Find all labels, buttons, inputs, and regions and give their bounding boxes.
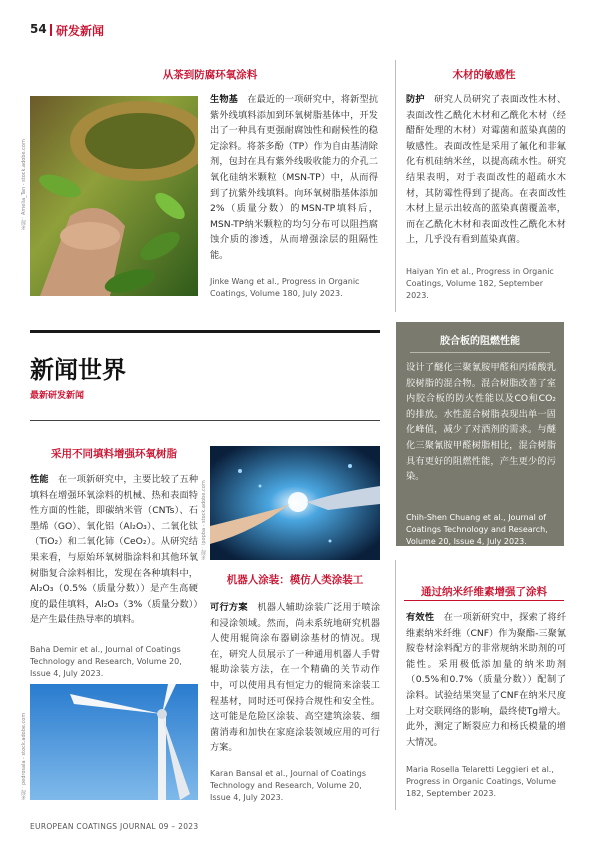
article-lead: 可行方案 — [210, 602, 248, 613]
article-title: 采用不同填料增强环氧树脂 — [51, 448, 177, 460]
article-reference: Haiyan Yin et al., Progress in Organic Coatings, Volume 182, September 2023. — [406, 267, 554, 300]
article-body — [406, 610, 566, 750]
robot-hand-photo — [210, 446, 380, 560]
article-text: 在一项新研究中，探索了将纤维素纳米纤维（CNF）作为聚酯-三聚氰胺卷材涂料配方的非常规纳米助剂的可能性。采用极低添加量的纳米助剂（0.5%和0.7%（质量分数））配制了涂料。试验结果突显了CNF在纳米尺度上对交联网络的影响，最终使Tg增大。此外，测定了断裂应力和杨氏模量的增大情况。 — [406, 612, 567, 748]
article-lead: 性能 — [30, 474, 49, 485]
header-divider — [50, 24, 52, 36]
article-title: 木材的敏感性 — [452, 69, 516, 81]
article-title: 胶合板的阻燃性能 — [440, 336, 520, 347]
page-number: 54 — [30, 22, 47, 36]
article-body — [406, 92, 566, 248]
article-body — [30, 472, 198, 628]
article-text: 机器人辅助涂装广泛用于喷涂和浸涂领域。然而，尚未系统地研究机器人使用辊筒涂布器刷涂基材的情况。现在，研究人员展示了一种通用机器人手臂辊助涂装方法，在一个精确的关节动作中，可以使用具有恒定力的辊筒来涂装工程基材，同时还可保持合规性和安全性。这可能是危险区涂装、高空建筑涂装、细菌消毒和加快在家庭涂装领域应用的可行方案。 — [210, 602, 381, 754]
photo-credit: 来源：pedrosala - stock.adobe.com — [21, 712, 27, 800]
article-text: 在一项新研究中，主要比较了五种填料在增强环氧涂料的机械、热和表面特性方面的性能，即碳纳米管（CNTs）、石墨烯（GO）、氧化铝（Al₂O₃）、二氧化钛（TiO₂）和二氧化铈（CeO₂）。从研究结果来看，与原始环氧树脂涂料和其他环氧树脂复合涂料相比，发现在各种填料中，Al₂O₃（0.5%（质量分数））是产生高硬度的最佳填料，Al₂O₃（3%（质量分数））是产生最佳热导率的填料。 — [30, 474, 199, 626]
section-header: 研发新闻 — [56, 24, 105, 38]
article-title: 机器人涂装：模仿人类涂装工 — [226, 574, 364, 586]
section-title: 新闻世界 — [30, 356, 126, 384]
column-divider — [395, 560, 396, 810]
article-text: 在最近的一项研究中，将新型抗紫外线填料添加到环氧树脂基体中，开发出了一种具有更强耐腐蚀性和耐候性的稳定涂料。将茶多酚（TP）作为自由基清除剂，包封在具有紫外线吸收能力的介孔二氧化硅纳米颗粒（MSN-TP）中，从而得到了抗紫外线填料。向环氧树脂基体添加2%（质量分数）的MSN-TP填料后，MSN-TP纳米颗粒的均匀分布可以阻挡腐蚀介质的渗透，从而增强涂层的阻隔性能。 — [210, 94, 379, 261]
article-reference: Jinke Wang et al., Progress in Organic Coatings, Volume 180, July 2023. — [210, 277, 360, 298]
article-lead: 有效性 — [406, 612, 435, 623]
article-reference: Chih-Shen Chuang et al., Journal of Coatings Technology and Research, Volume 20, Issue 4, July 2023. — [406, 513, 548, 546]
box-divider — [410, 352, 550, 353]
highlight-box — [396, 322, 564, 546]
title-underline — [404, 600, 564, 601]
article-title: 从茶到防腐环氧涂料 — [162, 69, 258, 81]
article-body: 设计了醚化三聚氰胺甲醛和丙烯酸乳胶树脂的混合物。混合树脂改善了室内胶合板的防火性能以及CO和CO₂的排放。水性混合树脂表现出单一固化峰值，减少了对酒剂的需求。与醚化三聚氰胺甲醛树脂相比，混合树脂具有更好的阻燃性能，产生更少的污染。 — [406, 362, 556, 483]
article-body — [210, 600, 380, 756]
article-reference: Maria Rosella Telaretti Leggieri et al., Progress in Organic Coatings, Volume 182, September 2023. — [406, 765, 557, 798]
section-rule — [30, 330, 380, 333]
article-reference: Karan Bansal et al., Journal of Coatings Technology and Research, Volume 20, Issue 4, July 2023. — [210, 769, 366, 802]
journal-footer: EUROPEAN COATINGS JOURNAL 09 – 2023 — [30, 822, 199, 831]
article-title: 通过纳米纤维素增强了涂料 — [421, 586, 547, 598]
photo-credit: 来源：ipopba - stock.adobe.com — [201, 480, 207, 560]
tea-photo — [30, 96, 198, 296]
photo-credit: 来源：Amelia_Tan - stock.adobe.com — [21, 139, 27, 230]
article-lead: 生物基 — [210, 94, 239, 105]
article-body — [210, 92, 378, 264]
article-text: 研究人员研究了表面改性木材、表面改性乙酰化木材和乙酰化木材（经醋酐处理的木材）对霉菌和蓝染真菌的敏感性。表面改性是采用了氟化和非氟化有机硅纳米丝，以提高疏水性。研究结果表明，对于表面改性的超疏水木材，其防霉性得到了提高。在表面改性木材上显示出较高的蓝染真菌覆盖率，而在乙酰化木材和表面改性乙酰化木材上，几乎没有看到蓝染真菌。 — [406, 94, 567, 246]
wind-turbine-photo — [30, 684, 198, 800]
article-lead: 防护 — [406, 94, 425, 105]
article-reference: Baha Demir et al., Journal of Coatings Technology and Research, Volume 20, Issue 4, July 2023. — [30, 645, 182, 678]
section-subtitle: 最新研发新闻 — [30, 391, 85, 401]
column-divider — [395, 60, 396, 312]
section-divider — [30, 420, 380, 421]
